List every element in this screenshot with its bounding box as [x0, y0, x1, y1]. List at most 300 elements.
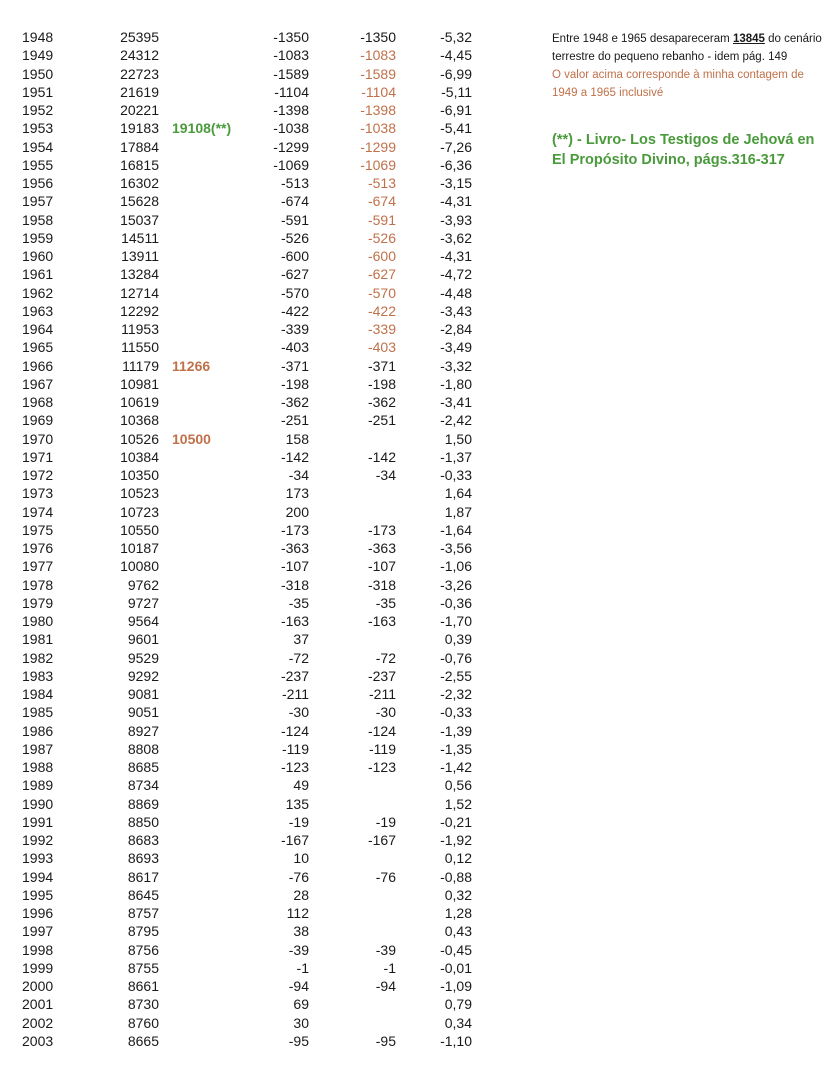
percent-cell: -1,35 — [440, 740, 472, 757]
table-row — [0, 630, 520, 648]
table-row — [0, 65, 520, 83]
counted-cell: -142 — [367, 448, 396, 465]
table-row — [0, 831, 520, 849]
counted-cell: -363 — [367, 540, 396, 556]
counted-cell: -362 — [367, 394, 396, 410]
year-cell: 1966 — [22, 357, 54, 374]
counted-cell: -198 — [367, 375, 396, 392]
year-cell: 1957 — [22, 193, 54, 210]
publishers-cell: 8665 — [127, 1032, 159, 1049]
publishers-cell: 9529 — [127, 649, 159, 666]
difference-cell: 200 — [285, 503, 309, 520]
year-cell: 1990 — [22, 795, 54, 812]
table-row — [0, 1032, 520, 1050]
table-row — [0, 430, 520, 448]
counted-cell: -95 — [375, 1032, 396, 1049]
table-row — [0, 795, 520, 813]
publishers-cell: 8730 — [127, 996, 159, 1013]
percent-cell: -1,06 — [440, 558, 472, 575]
year-cell: 1975 — [22, 521, 54, 538]
publishers-cell: 21619 — [120, 83, 159, 100]
publishers-cell: 8850 — [127, 813, 159, 830]
publishers-cell: 10523 — [120, 485, 159, 502]
percent-cell: -0,33 — [440, 467, 472, 483]
publishers-cell: 13284 — [120, 266, 159, 283]
publishers-cell: 8757 — [127, 905, 159, 921]
percent-cell: -3,15 — [440, 175, 472, 191]
table-row — [0, 922, 520, 940]
publishers-cell: 16302 — [120, 175, 159, 191]
percent-cell: -7,26 — [440, 138, 472, 155]
publishers-cell: 10619 — [120, 394, 159, 410]
difference-cell: -251 — [280, 412, 309, 429]
year-cell: 1976 — [22, 540, 54, 556]
counted-cell: -371 — [367, 357, 396, 374]
difference-cell: -1 — [296, 959, 309, 976]
publishers-cell: 8683 — [127, 832, 159, 848]
year-cell: 1994 — [22, 868, 54, 885]
publishers-cell: 8869 — [127, 795, 159, 812]
year-cell: 1954 — [22, 138, 54, 155]
counted-cell: -39 — [375, 941, 396, 958]
difference-cell: -422 — [280, 302, 309, 319]
difference-cell: 112 — [286, 905, 309, 921]
counted-cell: -318 — [367, 576, 396, 593]
table-row — [0, 393, 520, 411]
percent-cell: -6,36 — [440, 156, 472, 173]
year-cell: 1960 — [22, 248, 54, 264]
year-cell: 1951 — [22, 83, 54, 100]
year-cell: 1981 — [22, 631, 54, 648]
percent-cell: -5,11 — [441, 83, 472, 100]
percent-cell: -4,72 — [440, 266, 472, 283]
difference-cell: -198 — [280, 375, 309, 392]
difference-cell: -526 — [280, 229, 309, 246]
year-cell: 1986 — [22, 722, 54, 739]
publishers-cell: 9762 — [127, 576, 159, 593]
table-row — [0, 521, 520, 539]
note-cell: 19108(**) — [172, 120, 232, 137]
percent-cell: -3,26 — [440, 576, 472, 593]
counted-cell: -76 — [375, 868, 396, 885]
percent-cell: -6,91 — [440, 102, 472, 118]
publishers-cell: 8795 — [127, 923, 159, 940]
difference-cell: -363 — [280, 540, 309, 556]
table-row — [0, 284, 520, 302]
counted-cell: -1350 — [360, 29, 396, 45]
difference-cell: -237 — [280, 667, 309, 684]
table-row — [0, 667, 520, 685]
year-cell: 1997 — [22, 923, 54, 940]
counted-cell: -526 — [367, 229, 396, 246]
percent-cell: -3,93 — [440, 211, 472, 228]
publishers-cell: 8927 — [127, 722, 159, 739]
counted-cell: -107 — [367, 558, 396, 575]
difference-cell: 49 — [293, 777, 309, 794]
publishers-cell: 19183 — [120, 120, 159, 137]
publishers-cell: 10384 — [120, 448, 159, 465]
table-row — [0, 211, 520, 229]
year-cell: 1964 — [22, 321, 54, 337]
counted-cell: -119 — [369, 740, 396, 757]
percent-cell: -3,62 — [440, 229, 472, 246]
book-reference: (**) - Livro- Los Testigos de Jehová en El Propósito Divino, págs.316-317 — [552, 132, 815, 168]
difference-cell: -1350 — [273, 29, 309, 45]
difference-cell: -403 — [280, 339, 309, 356]
publishers-cell: 8755 — [127, 959, 159, 976]
difference-cell: -1038 — [273, 120, 309, 137]
percent-cell: -1,39 — [440, 722, 472, 739]
difference-cell: -35 — [288, 594, 309, 611]
table-row — [0, 576, 520, 594]
difference-cell: -94 — [288, 978, 309, 994]
table-row — [0, 813, 520, 831]
table-row — [0, 28, 520, 46]
percent-cell: -3,56 — [440, 540, 472, 556]
table-row — [0, 192, 520, 210]
percent-cell: -0,33 — [440, 704, 472, 721]
counted-cell: -94 — [375, 978, 396, 994]
counted-cell: -167 — [367, 832, 396, 848]
difference-cell: 135 — [285, 795, 309, 812]
difference-cell: -124 — [280, 722, 309, 739]
year-cell: 1983 — [22, 667, 54, 684]
percent-cell: 1,64 — [444, 485, 472, 502]
percent-cell: -0,36 — [440, 594, 472, 611]
publishers-cell: 8661 — [127, 978, 159, 994]
year-cell: 1999 — [22, 959, 54, 976]
counted-cell: -339 — [367, 321, 396, 337]
counted-cell: -1 — [383, 959, 396, 976]
publishers-cell: 14511 — [121, 229, 159, 246]
percent-cell: -1,10 — [440, 1032, 472, 1049]
count-note: O valor acima corresponde à minha contagem de 1949 a 1965 inclusivé — [552, 69, 804, 99]
table-row — [0, 868, 520, 886]
difference-cell: -123 — [280, 759, 309, 775]
counted-cell: -19 — [375, 813, 396, 830]
summary-note-text: Entre 1948 e 1965 desapareceram — [552, 33, 733, 45]
table-row — [0, 740, 520, 758]
year-cell: 1969 — [22, 412, 54, 429]
publishers-cell: 10368 — [120, 412, 159, 429]
difference-cell: -1083 — [273, 47, 309, 64]
difference-cell: -513 — [280, 175, 309, 191]
difference-cell: -39 — [288, 941, 309, 958]
percent-cell: 1,50 — [444, 430, 472, 447]
difference-cell: -19 — [288, 813, 309, 830]
table-row — [0, 1014, 520, 1032]
difference-cell: -1299 — [273, 138, 309, 155]
publishers-cell: 11550 — [121, 339, 159, 356]
table-row — [0, 229, 520, 247]
percent-cell: -3,32 — [440, 357, 472, 374]
percent-cell: 0,56 — [444, 777, 472, 794]
publishers-cell: 8734 — [127, 777, 159, 794]
summary-note-text-end: do cenário terrestre do pequeno rebanho - idem pág. 149 — [552, 33, 822, 63]
percent-cell: -4,48 — [440, 284, 472, 301]
publishers-cell: 15628 — [120, 193, 159, 210]
publishers-cell: 16815 — [120, 156, 159, 173]
percent-cell: -1,80 — [440, 375, 472, 392]
year-cell: 1972 — [22, 467, 54, 483]
counted-cell: -237 — [367, 667, 396, 684]
publishers-cell: 20221 — [120, 102, 159, 118]
counted-cell: -251 — [367, 412, 396, 429]
publishers-cell: 15037 — [120, 211, 159, 228]
percent-cell: 0,34 — [444, 1014, 472, 1031]
year-cell: 1950 — [22, 65, 54, 82]
difference-cell: -362 — [280, 394, 309, 410]
year-cell: 1984 — [22, 686, 54, 702]
note-cell: 10500 — [172, 430, 211, 447]
counted-cell: -422 — [367, 302, 396, 319]
percent-cell: -5,32 — [440, 29, 472, 45]
year-cell: 1974 — [22, 503, 54, 520]
percent-cell: -0,45 — [440, 941, 472, 958]
publishers-cell: 10080 — [120, 558, 159, 575]
difference-cell: -1069 — [273, 156, 309, 173]
difference-cell: -107 — [280, 558, 309, 575]
difference-cell: -570 — [280, 284, 309, 301]
counted-cell: -1589 — [360, 65, 396, 82]
percent-cell: -2,55 — [440, 667, 472, 684]
difference-cell: 37 — [293, 631, 309, 648]
counted-cell: -591 — [367, 211, 396, 228]
year-cell: 1955 — [22, 156, 54, 173]
publishers-cell: 12292 — [120, 302, 159, 319]
year-cell: 1959 — [22, 229, 54, 246]
table-row — [0, 466, 520, 484]
table-row — [0, 722, 520, 740]
counted-cell: -1083 — [360, 47, 396, 64]
difference-cell: 30 — [293, 1014, 309, 1031]
publishers-cell: 8685 — [127, 759, 159, 775]
percent-cell: -1,42 — [440, 759, 472, 775]
percent-cell: 0,43 — [444, 923, 472, 940]
difference-cell: -1398 — [273, 102, 309, 118]
year-cell: 1952 — [22, 102, 54, 118]
percent-cell: -1,92 — [440, 832, 472, 848]
table-row — [0, 776, 520, 794]
percent-cell: -2,42 — [440, 412, 472, 429]
table-row — [0, 484, 520, 502]
year-cell: 1978 — [22, 576, 54, 593]
year-cell: 1949 — [22, 47, 54, 64]
counted-cell: -1038 — [360, 120, 396, 137]
side-notes — [552, 30, 822, 170]
year-cell: 1963 — [22, 302, 54, 319]
table-row — [0, 46, 520, 64]
difference-cell: -1589 — [273, 65, 309, 82]
counted-cell: -211 — [369, 686, 396, 702]
counted-cell: -570 — [367, 284, 396, 301]
percent-cell: -1,64 — [440, 521, 472, 538]
table-row — [0, 904, 520, 922]
publishers-cell: 25395 — [120, 29, 159, 45]
difference-cell: -591 — [280, 211, 309, 228]
year-cell: 2002 — [22, 1014, 54, 1031]
table-row — [0, 557, 520, 575]
counted-cell: -72 — [375, 649, 396, 666]
year-cell: 1991 — [22, 813, 54, 830]
year-cell: 1973 — [22, 485, 54, 502]
publishers-cell: 8808 — [127, 740, 159, 757]
year-cell: 1985 — [22, 704, 54, 721]
percent-cell: -0,76 — [440, 649, 472, 666]
year-cell: 1962 — [22, 284, 54, 301]
table-row — [0, 539, 520, 557]
table-row — [0, 612, 520, 630]
table-row — [0, 302, 520, 320]
difference-cell: -76 — [288, 868, 309, 885]
counted-cell: -123 — [367, 759, 396, 775]
percent-cell: -4,31 — [440, 248, 472, 264]
table-row — [0, 977, 520, 995]
year-cell: 1988 — [22, 759, 54, 775]
percent-cell: 0,39 — [444, 631, 472, 648]
publishers-cell: 10187 — [120, 540, 159, 556]
data-table — [0, 28, 520, 1050]
year-cell: 1967 — [22, 375, 54, 392]
difference-cell: -167 — [280, 832, 309, 848]
difference-cell: -318 — [280, 576, 309, 593]
publishers-cell: 10723 — [120, 503, 159, 520]
publishers-cell: 8617 — [127, 868, 159, 885]
publishers-cell: 9051 — [127, 704, 159, 721]
publishers-cell: 17884 — [120, 138, 159, 155]
counted-cell: -163 — [367, 613, 396, 629]
publishers-cell: 9727 — [127, 594, 159, 611]
table-row — [0, 503, 520, 521]
year-cell: 1970 — [22, 430, 54, 447]
counted-cell: -35 — [375, 594, 396, 611]
counted-cell: -600 — [367, 248, 396, 264]
percent-cell: -0,88 — [440, 868, 472, 885]
difference-cell: 38 — [293, 923, 309, 940]
percent-cell: 1,52 — [444, 795, 472, 812]
table-row — [0, 119, 520, 137]
table-row — [0, 83, 520, 101]
year-cell: 1998 — [22, 941, 54, 958]
counted-cell: -30 — [375, 704, 396, 721]
year-cell: 2003 — [22, 1032, 54, 1049]
year-cell: 1993 — [22, 850, 54, 867]
table-row — [0, 594, 520, 612]
table-row — [0, 156, 520, 174]
table-row — [0, 174, 520, 192]
table-row — [0, 411, 520, 429]
publishers-cell: 24312 — [120, 47, 159, 64]
publishers-cell: 8645 — [127, 886, 159, 903]
difference-cell: 158 — [285, 430, 309, 447]
percent-cell: -1,09 — [440, 978, 472, 994]
year-cell: 1948 — [22, 29, 54, 45]
publishers-cell: 8756 — [127, 941, 159, 958]
year-cell: 1977 — [22, 558, 54, 575]
percent-cell: -2,84 — [440, 321, 472, 337]
year-cell: 1980 — [22, 613, 54, 629]
counted-cell: -34 — [375, 467, 396, 483]
counted-cell: -1104 — [361, 83, 396, 100]
year-cell: 1979 — [22, 594, 54, 611]
counted-cell: -627 — [367, 266, 396, 283]
difference-cell: 173 — [285, 485, 309, 502]
counted-cell: -1069 — [360, 156, 396, 173]
year-cell: 1953 — [22, 120, 54, 137]
year-cell: 1965 — [22, 339, 54, 356]
difference-cell: -163 — [280, 613, 309, 629]
counted-cell: -173 — [367, 521, 396, 538]
table-row — [0, 247, 520, 265]
counted-cell: -674 — [367, 193, 396, 210]
counted-cell: -513 — [367, 175, 396, 191]
table-row — [0, 357, 520, 375]
table-row — [0, 138, 520, 156]
year-cell: 1987 — [22, 740, 54, 757]
table-row — [0, 265, 520, 283]
percent-cell: 1,87 — [444, 503, 472, 520]
year-cell: 1956 — [22, 175, 54, 191]
counted-cell: -124 — [367, 722, 396, 739]
publishers-cell: 22723 — [120, 65, 159, 82]
publishers-cell: 12714 — [120, 284, 159, 301]
table-row — [0, 959, 520, 977]
difference-cell: -211 — [282, 686, 309, 702]
publishers-cell: 10550 — [120, 521, 159, 538]
publishers-cell: 8693 — [127, 850, 159, 867]
table-row — [0, 886, 520, 904]
difference-cell: -627 — [280, 266, 309, 283]
summary-total: 13845 — [732, 33, 765, 45]
year-cell: 1971 — [22, 448, 54, 465]
difference-cell: -34 — [288, 467, 309, 483]
percent-cell: -4,31 — [440, 193, 472, 210]
publishers-cell: 9601 — [127, 631, 159, 648]
publishers-cell: 13911 — [121, 248, 159, 264]
year-cell: 1989 — [22, 777, 54, 794]
table-row — [0, 685, 520, 703]
difference-cell: -119 — [282, 740, 309, 757]
percent-cell: -1,70 — [440, 613, 472, 629]
difference-cell: -173 — [280, 521, 309, 538]
difference-cell: 10 — [293, 850, 309, 867]
year-cell: 1961 — [22, 266, 54, 283]
percent-cell: -6,99 — [440, 65, 472, 82]
percent-cell: 0,32 — [444, 886, 472, 903]
percent-cell: -5,41 — [440, 120, 472, 137]
difference-cell: 28 — [293, 886, 309, 903]
difference-cell: -600 — [280, 248, 309, 264]
percent-cell: -3,41 — [440, 394, 472, 410]
table-row — [0, 703, 520, 721]
percent-cell: -2,32 — [440, 686, 472, 702]
table-row — [0, 758, 520, 776]
table-row — [0, 375, 520, 393]
year-cell: 1995 — [22, 886, 54, 903]
percent-cell: -3,43 — [440, 302, 472, 319]
year-cell: 2000 — [22, 978, 54, 994]
summary-note — [552, 30, 822, 66]
table-row — [0, 101, 520, 119]
difference-cell: -339 — [280, 321, 309, 337]
year-cell: 1996 — [22, 905, 54, 921]
publishers-cell: 9292 — [127, 667, 159, 684]
year-cell: 2001 — [22, 996, 54, 1013]
table-row — [0, 320, 520, 338]
publishers-cell: 8760 — [127, 1014, 159, 1031]
difference-cell: -30 — [288, 704, 309, 721]
year-cell: 1958 — [22, 211, 54, 228]
